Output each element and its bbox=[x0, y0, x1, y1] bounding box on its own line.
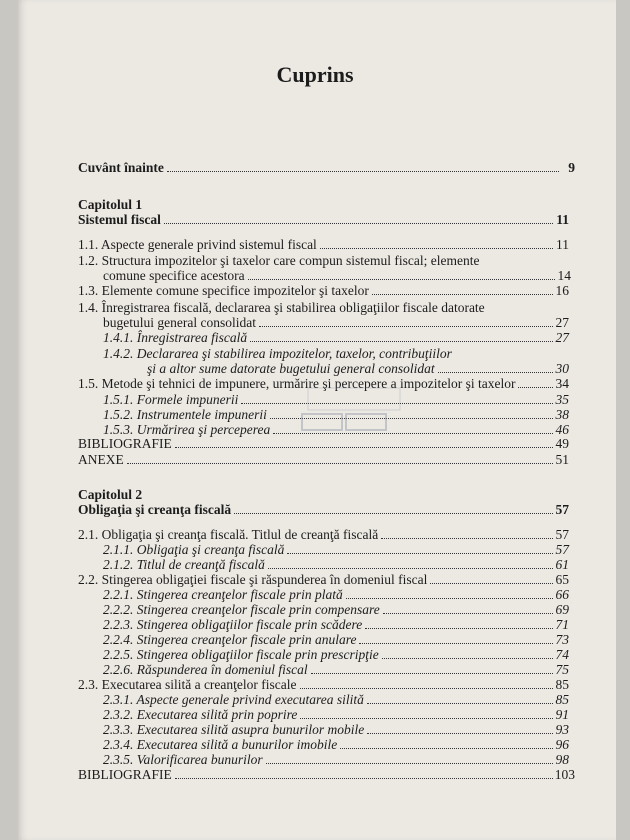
toc-entry bbox=[78, 767, 575, 783]
toc-entry-label: 2.3.4. Executarea silită a bunurilor imobile bbox=[103, 737, 338, 752]
dot-leader bbox=[367, 733, 553, 734]
toc-page-number: 27 bbox=[555, 330, 569, 345]
toc-entry bbox=[103, 315, 569, 331]
toc-entry bbox=[78, 677, 569, 693]
toc-entry-label: 1.3. Elemente comune specifice impozitelor şi taxelor bbox=[78, 283, 369, 298]
dot-leader bbox=[266, 763, 553, 764]
toc-page-number: 57 bbox=[555, 502, 569, 517]
toc-entry bbox=[78, 436, 569, 452]
toc-page-number: 74 bbox=[555, 647, 569, 662]
toc-page-number: 9 bbox=[568, 160, 575, 175]
toc-entry-label: 2.3. Executarea silită a creanţelor fiscale bbox=[78, 677, 297, 692]
dot-leader bbox=[359, 643, 553, 644]
toc-entry-label: 2.2. Stingerea obligaţiei fiscale şi răspunderea în domeniul fiscal bbox=[78, 572, 428, 587]
toc-entry-label: Obligaţia şi creanţa fiscală bbox=[78, 502, 232, 517]
toc-entry bbox=[103, 647, 569, 663]
toc-page-number: 73 bbox=[555, 632, 569, 647]
toc-entry bbox=[103, 632, 569, 648]
dot-leader bbox=[340, 748, 553, 749]
toc-entry-label: comune specifice acestora bbox=[103, 268, 245, 283]
toc-entry bbox=[103, 542, 569, 558]
toc-entry-label: 1.4.1. Înregistrarea fiscală bbox=[103, 330, 248, 345]
toc-page-number: 66 bbox=[555, 587, 569, 602]
toc-entry bbox=[103, 707, 569, 723]
toc-entry bbox=[103, 557, 569, 573]
toc-entry bbox=[78, 452, 569, 468]
toc-entry bbox=[103, 268, 571, 284]
toc-line: Capitolul 1 bbox=[78, 197, 143, 212]
toc-line: 1.4.2. Declararea şi stabilirea impozitelor, taxelor, contribuţiilor bbox=[103, 346, 452, 361]
toc-entry bbox=[103, 330, 569, 346]
toc-entry-label: BIBLIOGRAFIE bbox=[78, 767, 172, 782]
dot-leader bbox=[382, 658, 553, 659]
toc-line: Capitolul 2 bbox=[78, 487, 143, 502]
toc-page-number: 61 bbox=[555, 557, 569, 572]
toc-entry bbox=[78, 283, 569, 299]
toc-entry-label: Sistemul fiscal bbox=[78, 212, 161, 227]
toc-entry-label: 2.2.4. Stingerea creanţelor fiscale prin anulare bbox=[103, 632, 357, 647]
toc-entry-label: 2.3.3. Executarea silită asupra bunurilor mobile bbox=[103, 722, 365, 737]
toc-page-number: 85 bbox=[555, 692, 569, 707]
toc-page-number: 98 bbox=[555, 752, 569, 767]
toc-page-number: 93 bbox=[555, 722, 569, 737]
toc-entry-label: 1.5. Metode şi tehnici de impunere, urmărire şi percepere a impozitelor şi taxelor bbox=[78, 376, 516, 391]
toc-entry-label: 2.2.2. Stingerea creanţelor fiscale prin compensare bbox=[103, 602, 380, 617]
toc-entry bbox=[78, 502, 569, 518]
toc-page-number: 30 bbox=[555, 361, 569, 376]
dot-leader bbox=[167, 171, 559, 172]
toc-page-number: 11 bbox=[556, 237, 569, 252]
toc-entry-label: 2.3.2. Executarea silită prin poprire bbox=[103, 707, 298, 722]
toc-page-number: 103 bbox=[554, 767, 575, 782]
toc-page-number: 69 bbox=[555, 602, 569, 617]
toc-entry-label: Cuvânt înainte bbox=[78, 160, 164, 175]
toc-entry-label: 2.2.5. Stingerea obligaţiilor fiscale prin prescripţie bbox=[103, 647, 379, 662]
toc-page-number: 38 bbox=[555, 407, 569, 422]
toc-entry bbox=[78, 160, 575, 176]
dot-leader bbox=[234, 513, 553, 514]
dot-leader bbox=[372, 294, 553, 295]
toc-page-number: 34 bbox=[555, 376, 569, 391]
toc-entry-label: 1.5.1. Formele impunerii bbox=[103, 392, 239, 407]
dot-leader bbox=[320, 248, 553, 249]
toc-entry-label: 1.5.2. Instrumentele impunerii bbox=[103, 407, 267, 422]
dot-leader bbox=[300, 688, 553, 689]
dot-leader bbox=[268, 568, 553, 569]
toc-line: 1.2. Structura impozitelor şi taxelor care compun sistemul fiscal; elemente bbox=[78, 253, 480, 268]
toc-entry-label: 2.2.3. Stingerea obligaţiilor fiscale prin scădere bbox=[103, 617, 363, 632]
toc-page-number: 65 bbox=[555, 572, 569, 587]
dot-leader bbox=[383, 613, 553, 614]
toc-entry-label: 2.1.1. Obligaţia şi creanţa fiscală bbox=[103, 542, 285, 557]
dot-leader bbox=[518, 387, 553, 388]
toc-page-number: 57 bbox=[555, 527, 569, 542]
dot-leader bbox=[367, 703, 553, 704]
toc-line: 1.4. Înregistrarea fiscală, declararea şi stabilirea obligaţiilor fiscale datorate bbox=[78, 300, 485, 315]
toc-page-number: 85 bbox=[555, 677, 569, 692]
toc-entry bbox=[103, 752, 569, 768]
dot-leader bbox=[287, 553, 553, 554]
toc-page-number: 11 bbox=[556, 212, 569, 227]
dot-leader bbox=[300, 718, 553, 719]
toc-page-number: 35 bbox=[555, 392, 569, 407]
dot-leader bbox=[164, 223, 553, 224]
toc-entry-label: 2.3.5. Valorificarea bunurilor bbox=[103, 752, 263, 767]
toc-entry-label: 2.1. Obligaţia şi creanţa fiscală. Titlul de creanţă fiscală bbox=[78, 527, 379, 542]
toc-entry-label: bugetului general consolidat bbox=[103, 315, 256, 330]
watermark-graphic bbox=[300, 384, 405, 434]
toc-entry-label: 2.2.6. Răspunderea în domeniul fiscal bbox=[103, 662, 308, 677]
toc-entry bbox=[103, 617, 569, 633]
toc-page-number: 75 bbox=[555, 662, 569, 677]
dot-leader bbox=[259, 326, 553, 327]
dot-leader bbox=[175, 447, 553, 448]
toc-entry bbox=[78, 212, 569, 228]
toc-page-number: 71 bbox=[555, 617, 569, 632]
toc-entry-label: 2.2.1. Stingerea creanţelor fiscale prin plată bbox=[103, 587, 343, 602]
toc-entry bbox=[78, 572, 569, 588]
toc-page-number: 57 bbox=[555, 542, 569, 557]
watermark-logo bbox=[300, 384, 405, 434]
dot-leader bbox=[365, 628, 553, 629]
toc-entry bbox=[103, 737, 569, 753]
dot-leader bbox=[250, 341, 553, 342]
toc-page-number: 27 bbox=[555, 315, 569, 330]
toc-entry bbox=[103, 692, 569, 708]
toc-entry-label: 2.3.1. Aspecte generale privind executarea silită bbox=[103, 692, 364, 707]
toc-entry bbox=[103, 722, 569, 738]
toc-entry-label: şi a altor sume datorate bugetului general consolidat bbox=[147, 361, 435, 376]
toc-entry-label: BIBLIOGRAFIE bbox=[78, 436, 172, 451]
toc-page-number: 96 bbox=[555, 737, 569, 752]
toc-entry bbox=[103, 662, 569, 678]
dot-leader bbox=[127, 463, 553, 464]
toc-entry-label: 1.1. Aspecte generale privind sistemul fiscal bbox=[78, 237, 317, 252]
dot-leader bbox=[311, 673, 553, 674]
toc-page-number: 14 bbox=[557, 268, 571, 283]
toc-entry bbox=[147, 361, 569, 377]
dot-leader bbox=[248, 279, 555, 280]
toc-page-number: 51 bbox=[555, 452, 569, 467]
toc-entry-label: ANEXE bbox=[78, 452, 124, 467]
toc-entry-label: 1.5.3. Urmărirea şi perceperea bbox=[103, 422, 271, 437]
dot-leader bbox=[381, 538, 553, 539]
page-title: Cuprins bbox=[276, 62, 354, 87]
dot-leader bbox=[438, 372, 553, 373]
toc-page-number: 91 bbox=[555, 707, 569, 722]
toc-entry bbox=[103, 587, 569, 603]
toc-entry bbox=[78, 527, 569, 543]
toc-entry-label: 2.1.2. Titlul de creanţă fiscală bbox=[103, 557, 265, 572]
dot-leader bbox=[346, 598, 553, 599]
toc-page-number: 16 bbox=[555, 283, 569, 298]
toc-entry bbox=[103, 602, 569, 618]
dot-leader bbox=[175, 778, 553, 779]
toc-entry bbox=[78, 237, 569, 253]
toc-page-number: 49 bbox=[555, 436, 569, 451]
toc-page-number: 46 bbox=[555, 422, 569, 437]
dot-leader bbox=[430, 583, 553, 584]
